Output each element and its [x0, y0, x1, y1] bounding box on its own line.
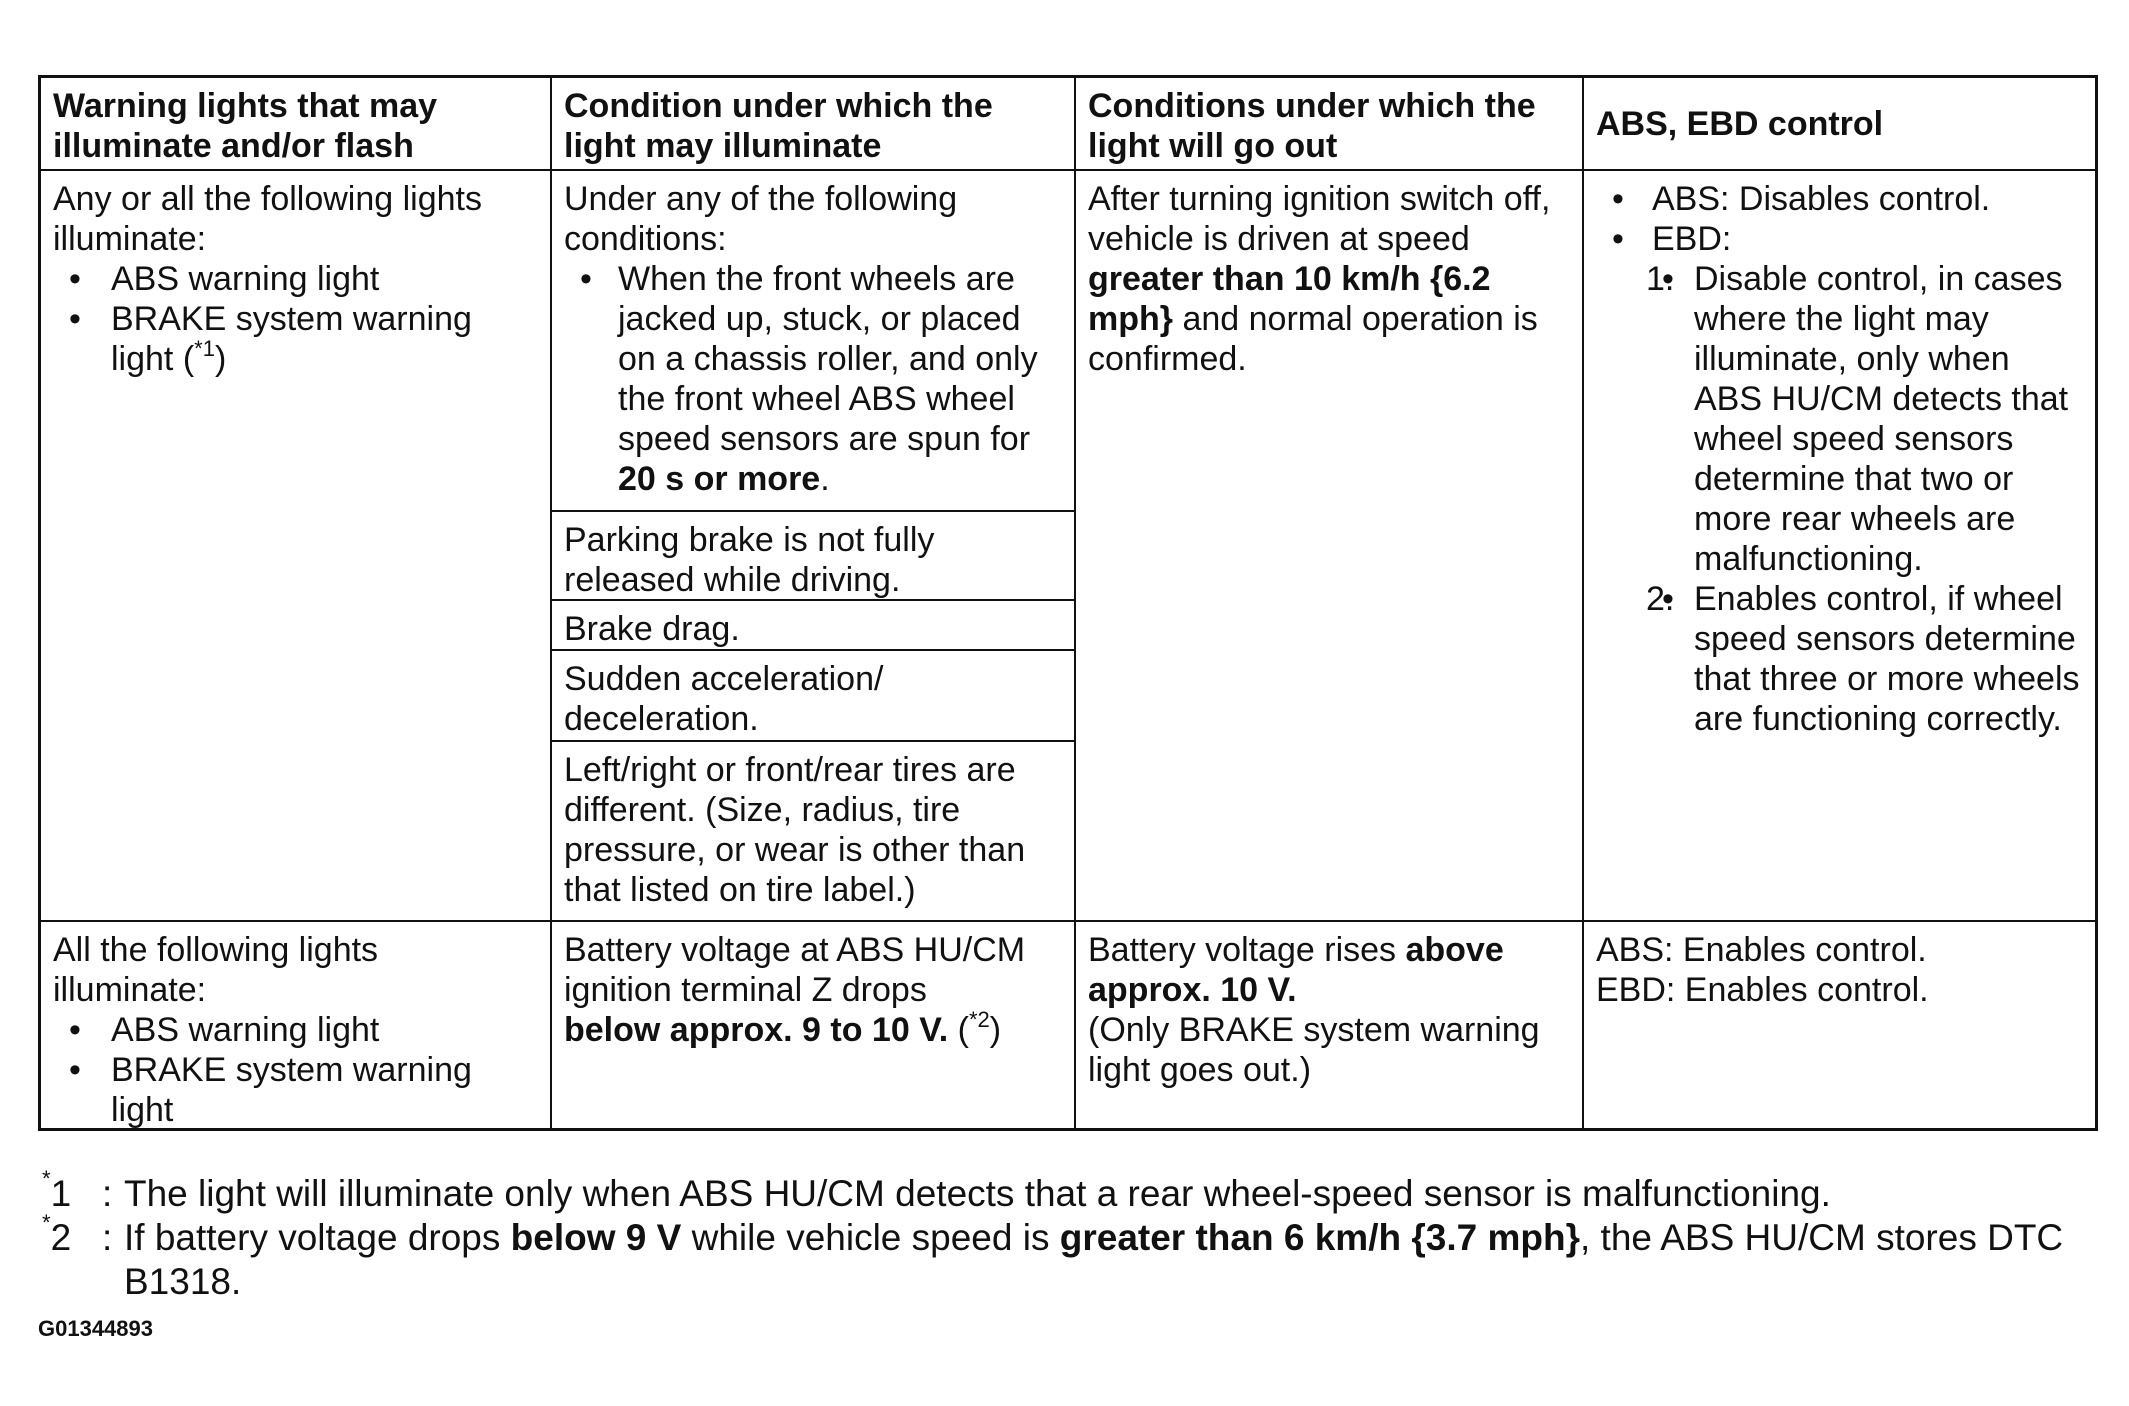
- row1-control: [1584, 171, 2095, 739]
- list-item: • 1. Disable control, in cases where the light may illuminate, only when ABS HU/CM detects that wheel speed sensors determine that two or more rear wheels are malfunctioning.: [1646, 259, 2085, 579]
- row1-condition-3: Brake drag.: [564, 610, 740, 648]
- footnote-marker: *2: [42, 1210, 72, 1258]
- row1-condition-5: Left/right or front/rear tires are different. (Size, radius, tire pressure, or wear is other than that listed on tire label.): [564, 751, 1026, 909]
- row1-condition-1: [552, 171, 1074, 499]
- row1-lights-intro: Any or all the following lights illuminate:: [53, 180, 483, 258]
- row2-warning-lights: [41, 922, 550, 1130]
- footnote-marker: *1: [42, 1166, 72, 1214]
- list-item: • ABS warning light: [53, 259, 540, 299]
- row2-lights-intro: All the following lights illuminate:: [53, 931, 379, 1009]
- abs-warning-table: [38, 75, 2098, 1131]
- header-warning-lights: Warning lights that may illuminate and/or flash: [53, 87, 438, 165]
- condition-intro: Under any of the following conditions:: [564, 180, 958, 258]
- list-item: • EBD: • 1. Disable control, in cases where the light may illuminate, only when ABS HU/CM detects that wheel speed sensors determine that two or more rear wheels are malfunctioning. • 2. Enables control, if wheel speed sensors determine that three or more wheels are functioning correctly.: [1596, 219, 2085, 739]
- row1-goes-out: After turning ignition switch off, vehicle is driven at speed greater than 10 km/h {6.2 mph} and normal operation is confirmed.: [1088, 180, 1551, 378]
- row1-warning-lights: [41, 171, 550, 379]
- row2-condition: Battery voltage at ABS HU/CM ignition terminal Z drops below approx. 9 to 10 V. ($^{*2}$): [564, 931, 1026, 1049]
- list-item: • When the front wheels are jacked up, stuck, or placed on a chassis roller, and only the front wheel ABS wheel speed sensors are spun for 20 s or more.: [564, 259, 1064, 499]
- list-item: • ABS: Disables control.: [1596, 179, 2085, 219]
- list-item: • BRAKE system warning light: [53, 1050, 540, 1130]
- row2-control-ebd: EBD: Enables control.: [1596, 971, 1929, 1009]
- header-abs-ebd-control: ABS, EBD control: [1596, 105, 1884, 143]
- list-item: • BRAKE system warning light ($^{*1}$): [53, 299, 540, 379]
- row2-goes-out: Battery voltage rises above approx. 10 V. (Only BRAKE system warning light goes out.): [1088, 931, 1540, 1089]
- row2-control: [1584, 922, 2095, 1010]
- list-item: • ABS warning light: [53, 1010, 540, 1050]
- row2-control-abs: ABS: Enables control.: [1596, 931, 1927, 969]
- row1-condition-4: Sudden acceleration/ deceleration.: [564, 660, 884, 738]
- header-go-out-condition: Conditions under which the light will go out: [1088, 87, 1536, 165]
- list-item: • 2. Enables control, if wheel speed sensors determine that three or more wheels are functioning correctly.: [1646, 579, 2085, 739]
- row1-condition-2: Parking brake is not fully released while driving.: [564, 521, 935, 599]
- figure-id: G01344893: [38, 1316, 153, 1341]
- header-illuminate-condition: Condition under which the light may illuminate: [564, 87, 993, 165]
